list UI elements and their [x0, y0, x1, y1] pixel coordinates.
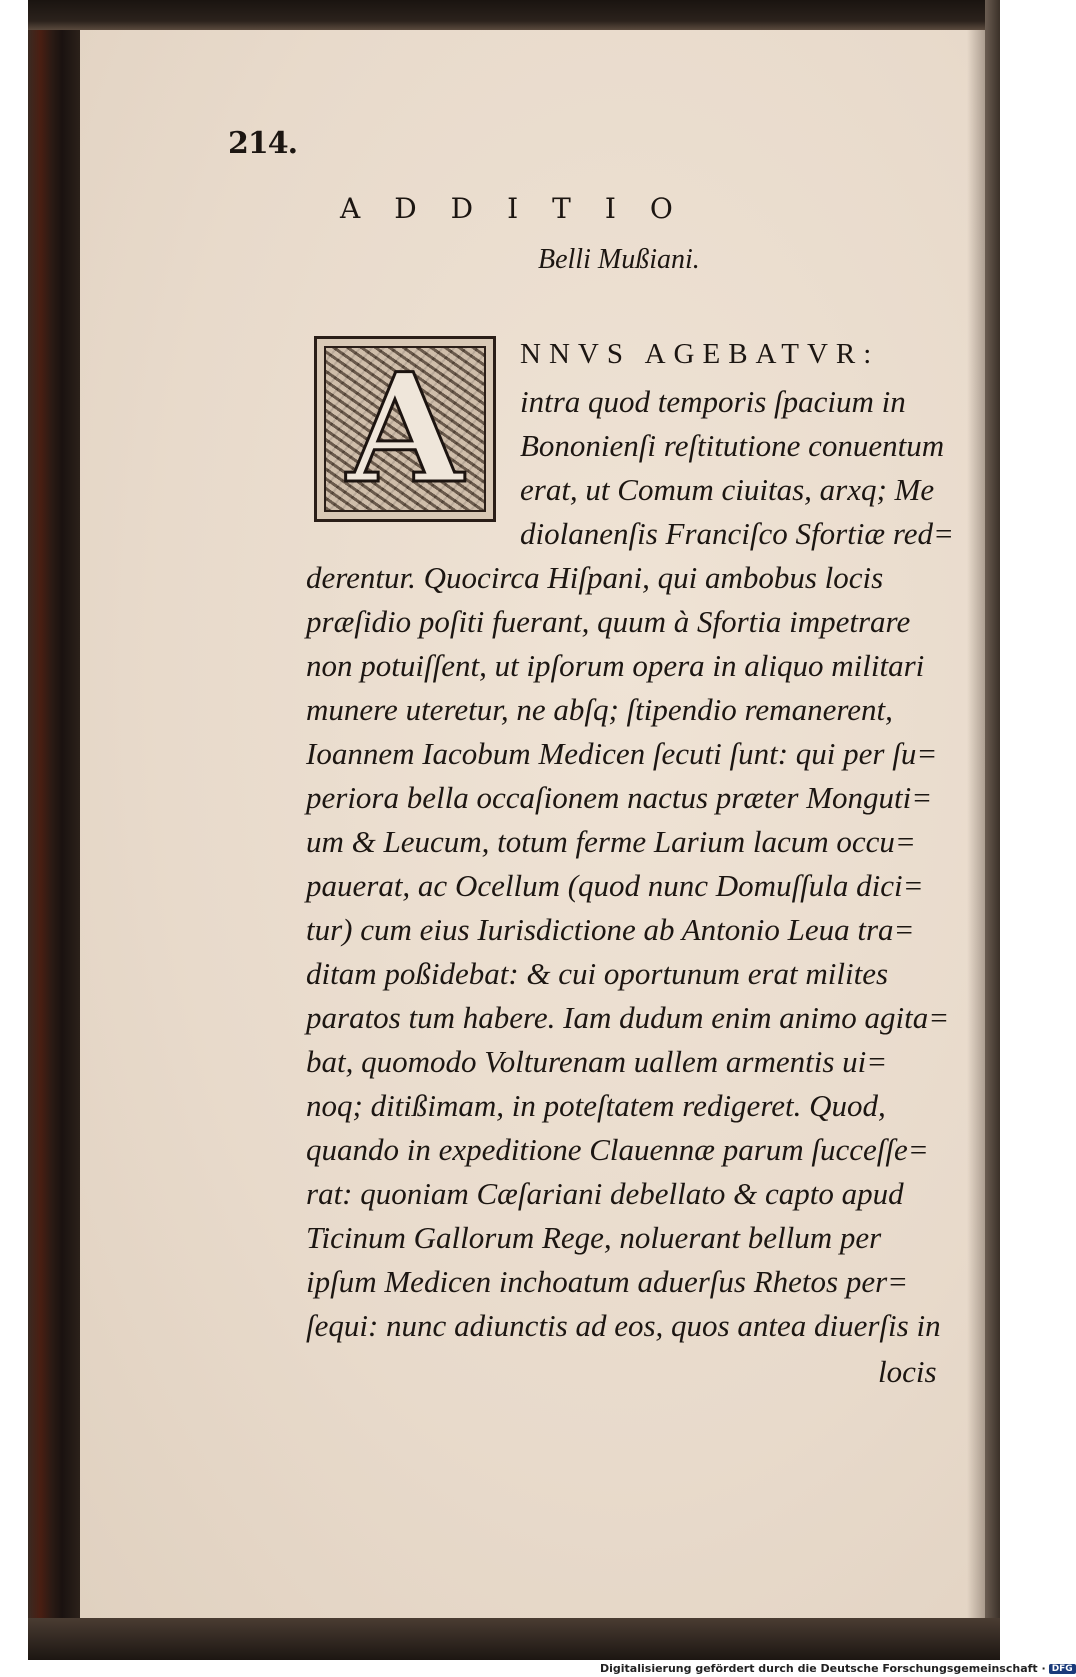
credit-text: Digitalisierung gefördert durch die Deutsche Forschungsgemeinschaft	[600, 1662, 1038, 1675]
text-line: quando in expeditione Clauennæ parum ſucceſſe=	[306, 1132, 929, 1167]
text-line: noq; ditißimam, in poteſtatem redigeret. Quod,	[306, 1088, 886, 1123]
decorated-initial	[314, 336, 496, 522]
text-line: munere uteretur, ne abſq; ſtipendio remanerent,	[306, 692, 893, 727]
text-line: diolanenſis Franciſco Sfortiæ red=	[520, 516, 954, 551]
text-line: non potuiſſent, ut ipſorum opera in aliquo militari	[306, 648, 925, 683]
page-title: ADDITIO	[340, 192, 707, 225]
text-line: paratos tum habere. Iam dudum enim animo agita=	[306, 1000, 950, 1035]
text-line: um & Leucum, totum ferme Larium lacum occu=	[306, 824, 916, 859]
text-line: ipſum Medicen inchoatum aduerſus Rhetos per=	[306, 1264, 909, 1299]
text-line: Bononienſi reſtitutione conuentum	[520, 428, 945, 463]
initial-letter: A	[346, 341, 464, 517]
text-line: erat, ut Comum ciuitas, arxq; Me	[520, 472, 935, 507]
text-line: tur) cum eius Iurisdictione ab Antonio Leua tra=	[306, 912, 915, 947]
page-number: 214.	[228, 126, 298, 161]
text-line: derentur. Quocirca Hiſpani, qui ambobus locis	[306, 560, 884, 595]
dfg-logo: DFG	[1049, 1664, 1076, 1674]
text-line: Ticinum Gallorum Rege, noluerant bellum per	[306, 1220, 882, 1255]
page-subtitle: Belli Mußiani.	[538, 244, 700, 275]
book-edge-left	[0, 0, 80, 1660]
text-line: pauerat, ac Ocellum (quod nunc Domuſſula dici=	[306, 868, 924, 903]
book-edge-top	[28, 0, 1000, 30]
text-line: rat: quoniam Cæſariani debellato & capto apud	[306, 1176, 904, 1211]
book-edge-right	[985, 0, 1000, 1660]
text-line: NNVS AGEBATVR:	[520, 338, 880, 370]
book-edge-bottom	[28, 1618, 1000, 1660]
text-line: Ioannem Iacobum Medicen ſecuti ſunt: qui per ſu=	[306, 736, 938, 771]
catchword: locis	[878, 1354, 937, 1389]
text-line: præſidio poſiti fuerant, quum à Sfortia impetrare	[306, 604, 911, 639]
text-line: periora bella occaſionem nactus præter Monguti=	[306, 780, 933, 815]
text-line: bat, quomodo Volturenam uallem armentis ui=	[306, 1044, 888, 1079]
text-line: ditam poßidebat: & cui oportunum erat milites	[306, 956, 889, 991]
text-line: intra quod temporis ſpacium in	[520, 384, 906, 419]
digitization-credit: Digitalisierung gefördert durch die Deutsche Forschungsgemeinschaft · DFG	[600, 1662, 998, 1675]
text-line: ſequi: nunc adiunctis ad eos, quos antea diuerſis in	[306, 1308, 941, 1343]
